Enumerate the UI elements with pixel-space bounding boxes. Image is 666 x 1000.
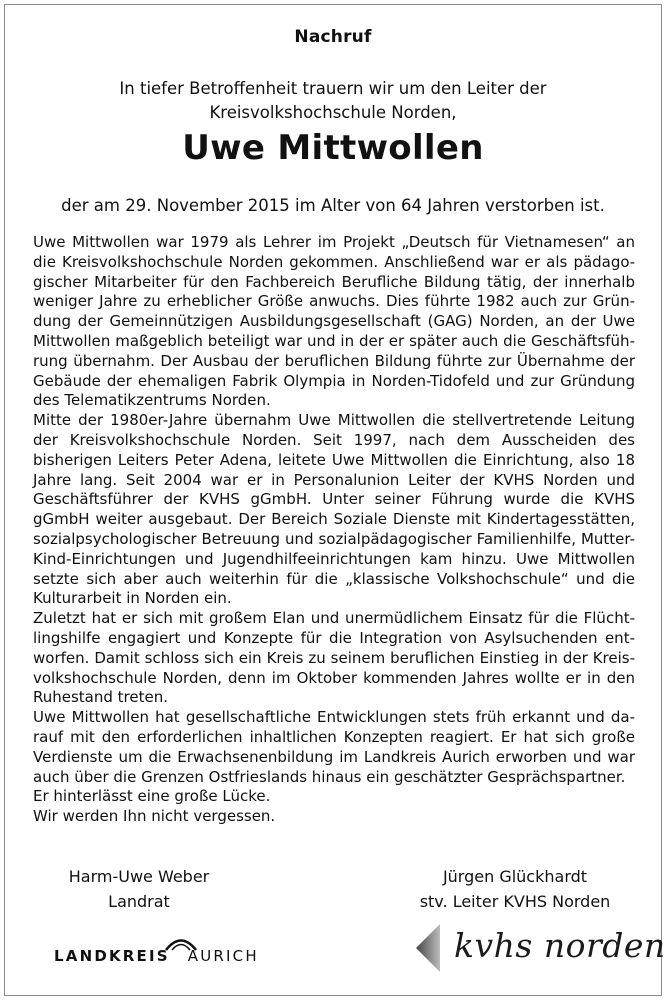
body-paragraph-4: Uwe Mittwollen hat gesellschaftliche Entwicklungen stets früh erkannt und darauf mit den erforderlichen inhaltlichen Konzepten reagiert. Er hat sich große Verdienste um die Erwachsenenbildung im Landkreis Aurich erworben und war auch über die Grenzen Ostfrieslands hinaus ein geschätzter Gesprächspartner. bbox=[33, 708, 635, 786]
intro-text bbox=[0, 77, 666, 125]
landkreis-aurich-logo bbox=[54, 935, 259, 975]
kvhs-norden-wordmark: kvhs norden bbox=[454, 926, 666, 965]
aurich-word: AURICH bbox=[187, 947, 259, 965]
body-paragraph-3: Zuletzt hat er sich mit großem Elan und unermüdlichem Einsatz für die Flüchtlingshilfe engagiert und Konzepte für die Integration von Asylsuchenden entworfen. Damit schloss sich ein Kreis zu seinem beruflichen Einstieg in der Kreisvolkshochschule Norden, denn im Oktober kommenden Jahres wollte er in den Ruhestand treten. bbox=[33, 609, 635, 707]
obituary-body bbox=[33, 233, 635, 827]
body-paragraph-1: Uwe Mittwollen war 1979 als Lehrer im Projekt „Deutsch für Vietnamesen“ an die Kreisvolkshochschule Norden gekommen. Anschließend war er als pädagogischer Mitarbeiter für den Fachbereich Berufliche Bildung tätig, der innerhalb weniger Jahre zu erheblicher Größe anwuchs. Dies führte 1982 auch zur Gründung der Gemeinnützigen Ausbildungsgesellschaft (GAG) Norden, an der Uwe Mittwollen maßgeblich beteiligt war und in der er später auch die Geschäftsführung übernahm. Der Ausbau der beruflichen Bildung führte zur Übernahme der Gebäude der ehemaligen Fabrik Olympia in Norden-Tidofeld und zur Gründung des Telematikzentrums Norden. bbox=[33, 233, 635, 410]
signatory-left-name: Harm-Uwe Weber bbox=[68, 867, 210, 886]
body-paragraph-5: Er hinterlässt eine große Lücke. bbox=[33, 787, 271, 806]
kvhs-norden-logo bbox=[412, 918, 666, 978]
notice-heading: Nachruf bbox=[294, 27, 372, 47]
body-paragraph-2: Mitte der 1980er-Jahre übernahm Uwe Mittwollen die stellvertretende Leitung der Kreisvolkshochschule Norden. Seit 1997, nach dem Ausscheiden des bisherigen Leiters Peter Adena, leitete Uwe Mittwollen die Einrichtung, also 18 Jahre lang. Seit 2004 war er in Personalunion Leiter der KVHS Norden und Geschäftsführer der KVHS gGmbH. Unter seiner Führung wurde die KVHS gGmbH weiter ausgebaut. Der Bereich Soziale Dienste mit Kindertagesstätten, sozialpsychologischer Betreuung und sozialpädagogischer Familienhilfe, Mutter-Kind-Einrichtungen und Jugendhilfeeinrichtungen kam hinzu. Uwe Mittwollen setzte sich aber auch weiterhin für die „klassische Volkshochschule“ und die Kulturarbeit in Norden ein. bbox=[33, 411, 635, 608]
body-paragraph-6: Wir werden Ihn nicht vergessen. bbox=[33, 807, 276, 826]
death-notice: der am 29. November 2015 im Alter von 64 Jahren verstorben ist. bbox=[61, 196, 605, 215]
landkreis-aurich-wordmark bbox=[54, 947, 259, 965]
triangle-mark-icon bbox=[412, 922, 448, 974]
intro-line-2: Kreisvolkshochschule Norden, bbox=[209, 103, 457, 122]
intro-line-1: In tiefer Betroffenheit trauern wir um den Leiter der bbox=[119, 79, 547, 98]
signatory-right-role: stv. Leiter KVHS Norden bbox=[419, 892, 611, 911]
deceased-name: Uwe Mittwollen bbox=[182, 128, 484, 168]
signatory-right-name: Jürgen Glückhardt bbox=[442, 867, 588, 886]
signatory-left-role: Landrat bbox=[108, 892, 170, 911]
signatory-left bbox=[19, 864, 259, 914]
landkreis-word: LANDKREIS bbox=[54, 947, 170, 965]
signatory-right bbox=[395, 864, 635, 914]
